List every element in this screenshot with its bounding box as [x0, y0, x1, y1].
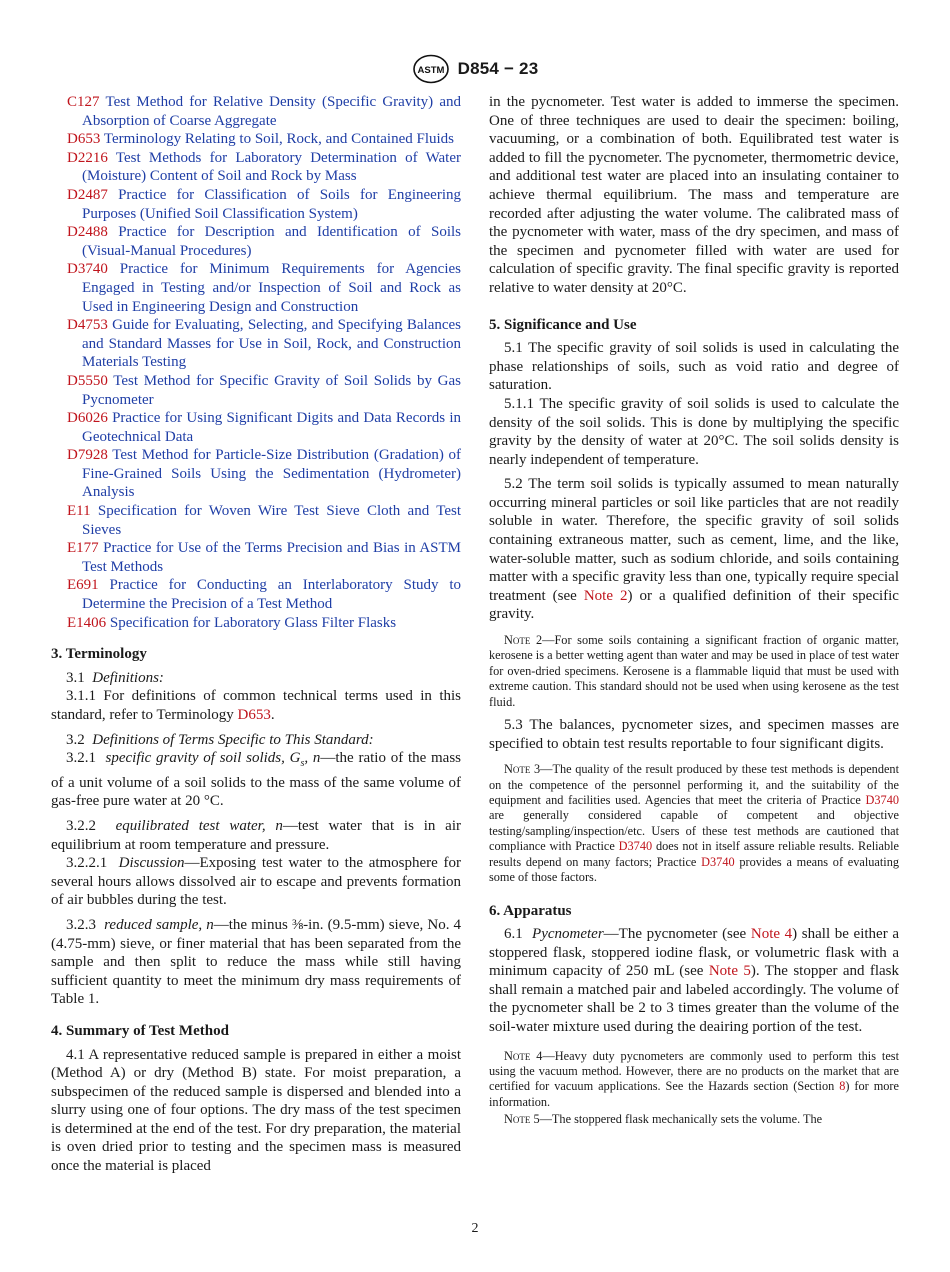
reference-item	[51, 93, 461, 130]
reference-title-link[interactable]: Specification for Woven Wire Test Sieve Cloth and Test Sieves	[82, 503, 461, 538]
reference-title-link[interactable]: Practice for Classification of Soils for Engineering Purposes (Unified Soil Classification System)	[82, 186, 462, 222]
paragraph-3-1: 3.1 Definitions:	[66, 669, 164, 686]
reference-item	[51, 130, 461, 149]
reference-item	[51, 316, 461, 372]
reference-title-link[interactable]: Terminology Relating to Soil, Rock, and Contained Fluids	[103, 131, 455, 148]
svg-text:ASTM: ASTM	[417, 65, 445, 76]
paragraph-4-1-part1: 4.1 A representative reduced sample is prepared in either a moist (Method A) or dry (Method B) state. For moist preparation, a subspecimen of the reduced sample is dispersed and blended into a slurry using one of four options. The dry mass of the test specimen is determined at the end of the test. For dry preparation, the material is oven dried prior to testing and the specimen mass is measured once the material is placed	[51, 1046, 461, 1175]
reference-title-link[interactable]: Practice for Conducting an Interlaboratory Study to Determine the Precision of a Test Method	[82, 577, 461, 613]
paragraph-3-2-3: 3.2.3 reduced sample, n—the minus ⅜-in. (9.5-mm) sieve, No. 4 (4.75-mm) sieve, or finer material that has been separated from the sample and then split to reduce the mass while still having sufficient quantity to meet the minimum dry mass requirements of Table 1.	[51, 916, 461, 1008]
terminology-heading: 3. Terminology	[51, 646, 147, 663]
reference-code-link[interactable]: D2216	[67, 149, 108, 166]
page-header	[0, 54, 950, 84]
link-d653[interactable]: D653	[237, 707, 271, 723]
paragraph-3-2-2-1: 3.2.2.1 Discussion—Exposing test water to the atmosphere for several hours allows dissolved air to escape and prevents formation of air bubbles during the test.	[51, 855, 462, 909]
reference-item	[51, 409, 461, 446]
reference-code-link[interactable]: D3740	[67, 261, 108, 278]
link-d3740[interactable]: D3740	[618, 839, 653, 854]
referenced-documents-list	[51, 93, 461, 632]
reference-item	[51, 260, 461, 316]
paragraph-5-1: 5.1 The specific gravity of soil solids is used in calculating the phase relationships of soils, such as void ratio and degree of saturation.	[489, 340, 899, 394]
reference-code-link[interactable]: D653	[67, 131, 101, 148]
reference-title-link[interactable]: Practice for Using Significant Digits and Data Records in Geotechnical Data	[82, 410, 461, 445]
link-note-2[interactable]: Note 2	[583, 587, 628, 604]
note-4: Note 4—Heavy duty pycnometers are commonly used to perform this test using the vacuum method. However, there are no products on the market that are certified for vacuum applications. See the Hazards section (Section 8) for more information.	[489, 1048, 899, 1109]
reference-item	[51, 576, 461, 613]
note-2: Note 2—For some soils containing a significant fraction of organic matter, kerosene is a better wetting agent than water and may be used in place of test water for oven-dried specimens. Kerosene is a flammable liquid that must be used with extreme caution. This standard should not be used when using kerosene as the test fluid.	[489, 633, 899, 709]
reference-item	[51, 149, 461, 186]
note-3: Note 3—The quality of the result produced by these test methods is dependent on the competence of the personnel performing it, and the suitability of the equipment and facilities used. Agencies that meet the criteria of Practice D3740 are generally considered capable of competent and objective testing/sampling/inspection/etc. Users of these test methods are cautioned that compliance with Practice D3740 does not in itself assure reliable results. Reliable results depend on many factors; Practice D3740 provides a means of evaluating some of those factors.	[489, 762, 900, 885]
link-note-5[interactable]: Note 5	[708, 963, 751, 980]
link-d3740[interactable]: D3740	[701, 854, 735, 869]
reference-item	[51, 539, 461, 576]
reference-title-link[interactable]: Test Methods for Laboratory Determination of Water (Moisture) Content of Soil and Rock by Mass	[82, 149, 462, 185]
summary-heading: 4. Summary of Test Method	[51, 1022, 229, 1039]
paragraph-3-2-1: 3.2.1 specific gravity of soil solids, $G_s$, n—the ratio of the mass of a unit volume of a soil solids to the mass of the same volume of gas-free pure water at 20 °C.	[51, 750, 462, 810]
reference-code-link[interactable]: D2488	[67, 224, 108, 241]
reference-item	[51, 223, 461, 260]
reference-item	[51, 372, 461, 409]
reference-code-link[interactable]: D6026	[67, 410, 108, 427]
paragraph-3-2: 3.2 Definitions of Terms Specific to This Standard:	[66, 731, 374, 748]
astm-logo-icon	[412, 54, 450, 84]
page-number: 2	[471, 1221, 479, 1236]
reference-code-link[interactable]: D2487	[67, 186, 108, 203]
paragraph-5-1-1: 5.1.1 The specific gravity of soil solids is used to calculate the density of the soil solids. This is done by multiplying the specific gravity by the density of water at 20°C. The soil solids density is nearly independent of temperature.	[489, 395, 899, 468]
reference-code-link[interactable]: E11	[67, 503, 91, 520]
reference-title-link[interactable]: Practice for Minimum Requirements for Agencies Engaged in Testing and/or Inspection of Soil and Rock as Used in Engineering Design and Construction	[82, 261, 462, 315]
link-note-4[interactable]: Note 4	[750, 926, 793, 943]
paragraph-3-1-1: 3.1.1 For definitions of common technical terms used in this standard, refer to Terminology D653.	[51, 688, 461, 723]
document-id: D854 − 23	[457, 59, 539, 78]
reference-title-link[interactable]: Practice for Use of the Terms Precision and Bias in ASTM Test Methods	[82, 540, 462, 575]
reference-code-link[interactable]: E177	[67, 540, 99, 557]
reference-item	[51, 614, 461, 633]
reference-title-link[interactable]: Test Method for Relative Density (Specific Gravity) and Absorption of Coarse Aggregate	[82, 94, 462, 129]
paragraph-5-2: 5.2 The term soil solids is typically assumed to mean naturally occurring mineral particles or soil like particles that are not readily soluble in water. Therefore, the specific gravity of soil solids containing extraneous matter, such as cement, lime, and the like, water-soluble matter, such as sodium chloride, and soils containing matter with a specific gravity less than one, typically require special treatment (see Note 2) or a qualified definition of their specific gravity.	[489, 476, 899, 623]
reference-title-link[interactable]: Test Method for Particle-Size Distribution (Gradation) of Fine-Grained Soils Using the Sedimentation (Hydrometer) Analysis	[82, 447, 462, 501]
reference-code-link[interactable]: E1406	[67, 614, 107, 631]
paragraph-4-1-part2: in the pycnometer. Test water is added to immerse the specimen. One of three techniques are used to deair the specimen: boiling, vacuuming, or a combination of both. Equilibrated test water is added to fill the pycnometer. The pycnometer, thermometric device, and additional test water are placed into an insulating container to achieve thermal equilibrium. The mass and temperature are recorded after adjusting the water volume. The calibrated mass of the pycnometer with water, mass of the dry specimen, and mass of the specimen and pycnometer filled with water are used for calculation of specific gravity. The final specific gravity is reported relative to water density at 20°C.	[489, 94, 899, 296]
reference-title-link[interactable]: Specification for Laboratory Glass Filter Flasks	[109, 614, 397, 631]
reference-code-link[interactable]: D5550	[67, 372, 108, 389]
link-section-8[interactable]: 8	[839, 1079, 846, 1094]
reference-code-link[interactable]: D4753	[67, 317, 108, 334]
paragraph-5-3: 5.3 The balances, pycnometer sizes, and specimen masses are specified to obtain test results reportable to four significant digits.	[489, 717, 899, 752]
reference-code-link[interactable]: C127	[67, 94, 100, 110]
right-column	[489, 93, 899, 1134]
note-5: Note 5—The stoppered flask mechanically sets the volume. The	[504, 1112, 823, 1127]
link-d3740[interactable]: D3740	[865, 793, 899, 808]
apparatus-heading: 6. Apparatus	[489, 902, 572, 919]
paragraph-6-1: 6.1 Pycnometer—The pycnometer (see Note 4) shall be either a stoppered flask, stoppered iodine flask, or volumetric flask with a minimum capacity of 250 mL (see Note 5). The stopper and flask shall remain a matched pair and labeled accordingly. The volume of the pycnometer shall be 2 to 3 times greater than the volume of the soil-water mixture used during the deairing portion of the test.	[489, 926, 899, 1036]
reference-code-link[interactable]: D7928	[67, 447, 108, 464]
reference-title-link[interactable]: Test Method for Specific Gravity of Soil Solids by Gas Pycnometer	[82, 372, 461, 408]
reference-item	[51, 186, 461, 223]
left-column	[51, 93, 461, 1176]
reference-item	[51, 446, 461, 502]
paragraph-3-2-2: 3.2.2 equilibrated test water, n—test water that is in air equilibrium at room temperature and pressure.	[51, 817, 461, 853]
reference-title-link[interactable]: Practice for Description and Identification of Soils (Visual-Manual Procedures)	[82, 224, 461, 259]
reference-code-link[interactable]: E691	[67, 577, 99, 594]
significance-heading: 5. Significance and Use	[489, 316, 637, 333]
reference-title-link[interactable]: Guide for Evaluating, Selecting, and Specifying Balances and Standard Masses for Use in Soil, Rock, and Construction Materials Testing	[82, 317, 462, 371]
reference-item	[51, 502, 461, 539]
